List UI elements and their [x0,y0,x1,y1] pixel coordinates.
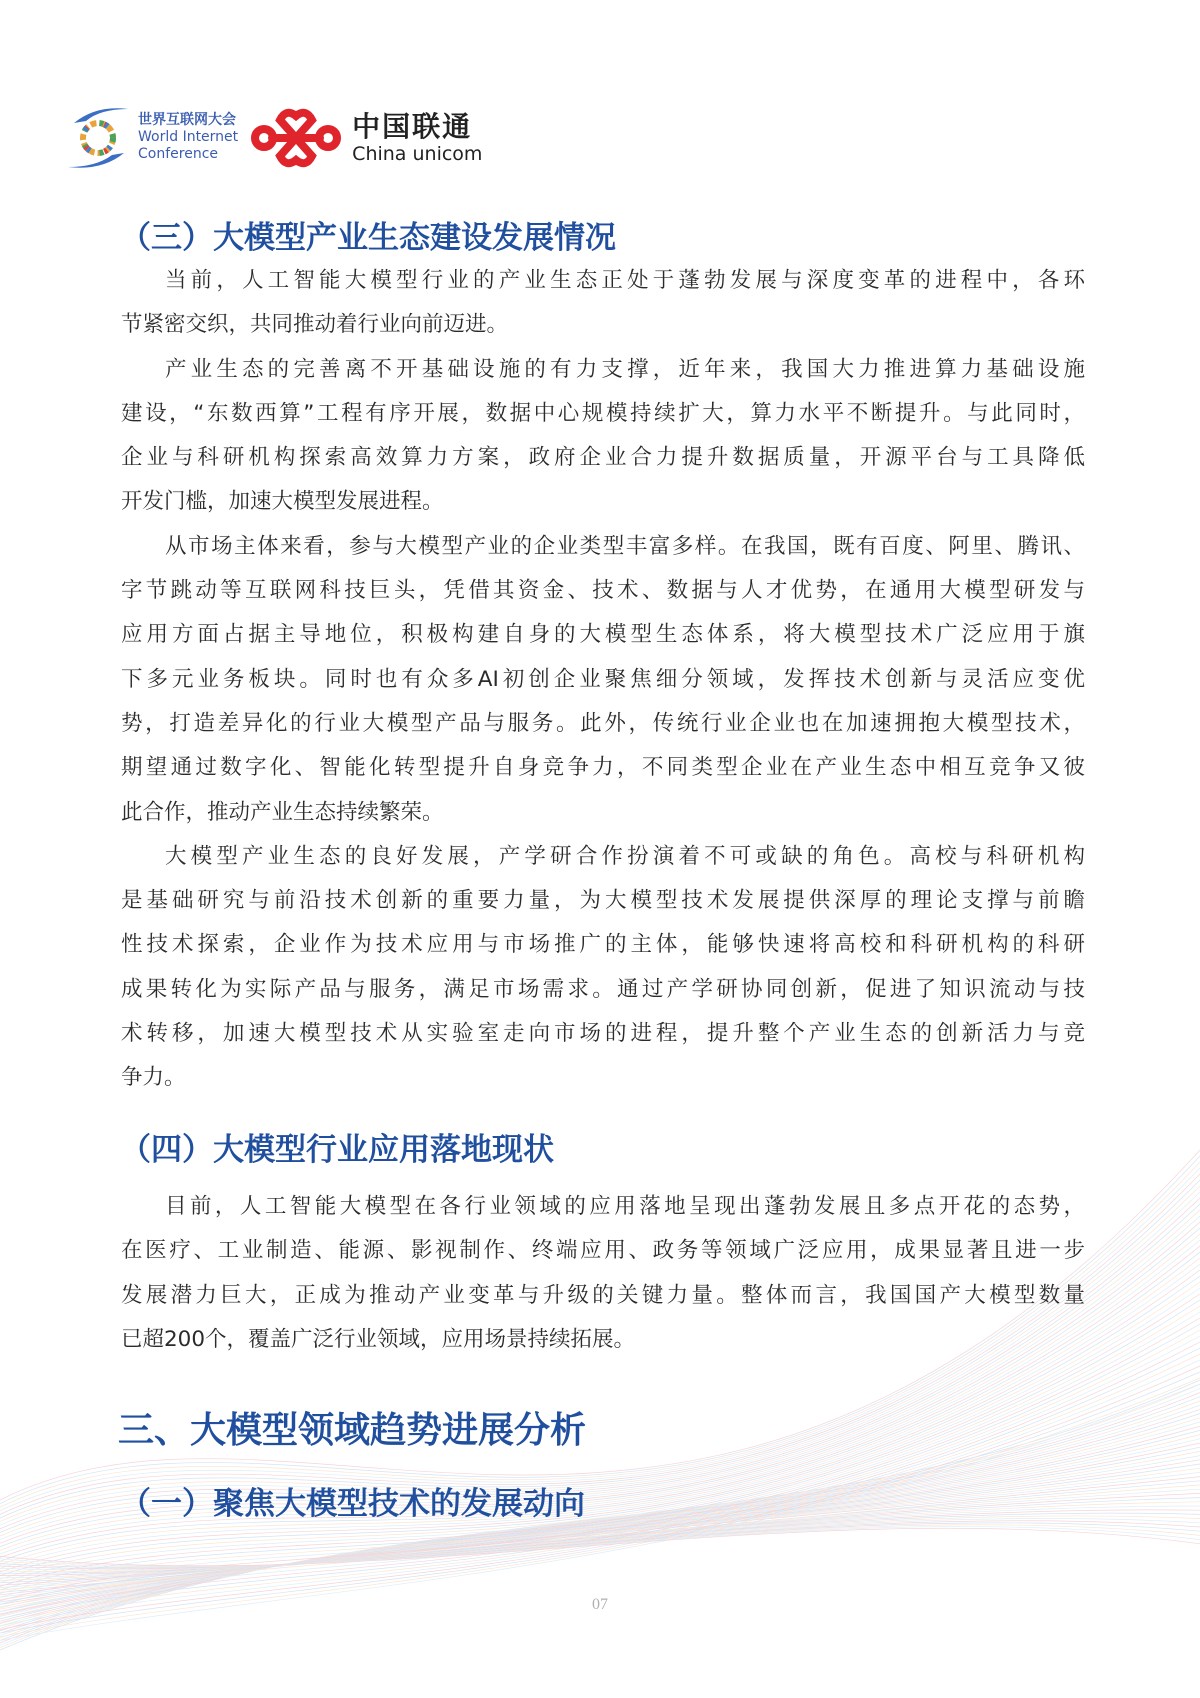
subsection-heading-3-1: （一）聚焦大模型技术的发展动向 [120,1486,585,1522]
paragraph-line: 是基础研究与前沿技术创新的重要力量，为大模型技术发展提供深厚的理论支撑与前瞻 [121,888,1085,914]
paragraph-line: 目前，人工智能大模型在各行业领域的应用落地呈现出蓬勃发展且多点开花的态势， [165,1194,1085,1219]
paragraph-line: 节紧密交织，共同推动着行业向前迈进。 [121,312,509,338]
paragraph-line: 产业生态的完善离不开基础设施的有力支撑，近年来，我国大力推进算力基础设施 [165,356,1085,382]
section-heading-3: （三）大模型产业生态建设发展情况 [120,220,616,256]
wic-name-en-1: World Internet [138,129,239,145]
china-unicom-logo [250,102,482,174]
paragraph-line: 下多元业务板块。同时也有众多AI初创企业聚焦细分领域，发挥技术创新与灵活应变优 [121,666,1085,692]
unicom-name-en: China unicom [352,142,483,165]
wic-logo [66,103,238,173]
paragraph-line: 期望通过数字化、智能化转型提升自身竞争力，不同类型企业在产业生态中相互竞争又彼 [121,755,1085,781]
section-3-body [121,259,1085,1101]
section-4-body [121,1185,1085,1362]
chapter-heading-3: 三、大模型领域趋势进展分析 [118,1410,587,1451]
paragraph-line: 开发门槛，加速大模型发展进程。 [121,489,444,515]
paragraph-line: 争力。 [121,1065,186,1091]
paragraph-line: 在医疗、工业制造、能源、影视制作、终端应用、政务等领域广泛应用，成果显著且进一步 [121,1238,1085,1264]
paragraph-line: 企业与科研机构探索高效算力方案，政府企业合力提升数据质量，开源平台与工具降低 [121,445,1085,471]
paragraph-line: 从市场主体来看，参与大模型产业的企业类型丰富多样。在我国，既有百度、阿里、腾讯、 [165,533,1085,559]
header-logos [66,100,482,175]
wic-name-cn: 世界互联网大会 [138,112,236,128]
wic-name-en-2: Conference [138,146,219,162]
section-heading-4: （四）大模型行业应用落地现状 [120,1132,554,1168]
paragraph-line: 成果转化为实际产品与服务，满足市场需求。通过产学研协同创新，促进了知识流动与技 [121,976,1085,1002]
page-number: 07 [592,1596,608,1613]
paragraph-line: 性技术探索，企业作为技术应用与市场推广的主体，能够快速将高校和科研机构的科研 [121,932,1085,958]
paragraph-line: 应用方面占据主导地位，积极构建自身的大模型生态体系，将大模型技术广泛应用于旗 [121,622,1085,648]
paragraph-line: 已超200个，覆盖广泛行业领域，应用场景持续拓展。 [121,1326,636,1352]
wic-emblem-icon [66,103,132,173]
paragraph-line: 字节跳动等互联网科技巨头，凭借其资金、技术、数据与人才优势，在通用大模型研发与 [121,578,1085,604]
paragraph-line: 建设，“东数西算”工程有序开展，数据中心规模持续扩大，算力水平不断提升。与此同时， [121,400,1085,426]
paragraph-line: 术转移，加速大模型技术从实验室走向市场的进程，提升整个产业生态的创新活力与竞 [121,1021,1085,1047]
paragraph-line: 发展潜力巨大，正成为推动产业变革与升级的关键力量。整体而言，我国国产大模型数量 [121,1282,1085,1308]
unicom-name-cn: 中国联通 [352,109,473,143]
paragraph-line: 势，打造差异化的行业大模型产品与服务。此外，传统行业企业也在加速拥抱大模型技术， [121,710,1085,736]
paragraph-line: 当前，人工智能大模型行业的产业生态正处于蓬勃发展与深度变革的进程中，各环 [165,268,1085,293]
unicom-knot-icon [250,102,342,174]
paragraph-line: 此合作，推动产业生态持续繁荣。 [121,799,444,825]
paragraph-line: 大模型产业生态的良好发展，产学研合作扮演着不可或缺的角色。高校与科研机构 [165,843,1085,869]
